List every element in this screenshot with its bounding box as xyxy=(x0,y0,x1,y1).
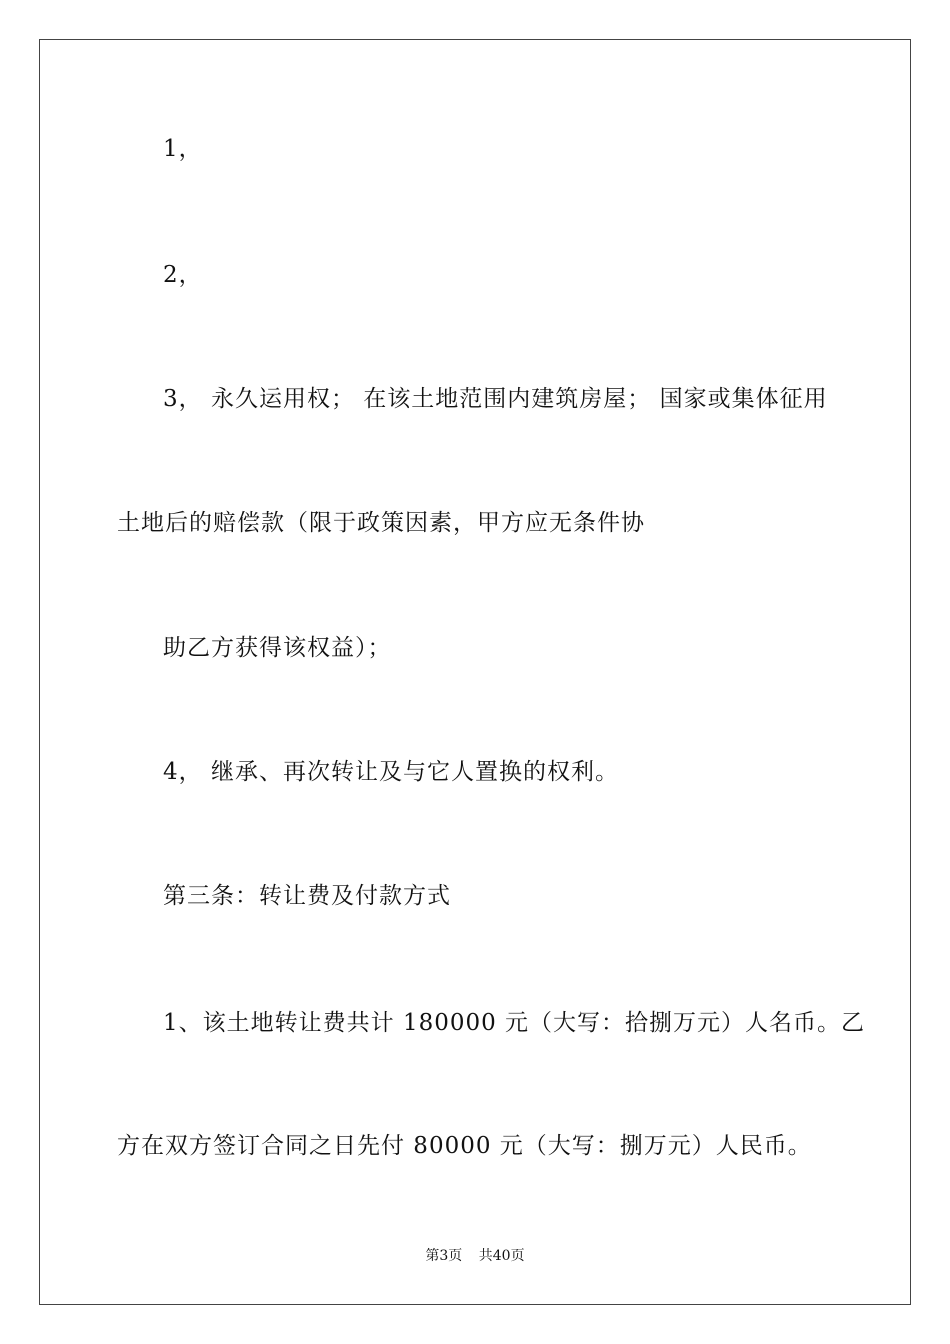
list-item-2: 2， xyxy=(163,262,203,288)
page-total: 共40页 xyxy=(478,1248,525,1264)
section-heading: 第三条：转让费及付款方式 xyxy=(163,883,451,909)
list-item-3-end: 助乙方获得该权益）； xyxy=(163,635,392,661)
list-item-3-continued: 土地后的赔偿款（限于政策因素，甲方应无条件协 xyxy=(117,510,645,536)
page-footer xyxy=(0,1246,950,1266)
list-item-1: 1， xyxy=(163,136,203,162)
payment-clause-1-continued: 方在双方签订合同之日先付 80000 元（大写：捌万元）人民币。 xyxy=(117,1133,812,1159)
page-border xyxy=(39,39,911,1305)
payment-clause-1: 1、该土地转让费共计 180000 元（大写：拾捌万元）人名币。乙 xyxy=(163,1010,866,1036)
list-item-3: 3， 永久运用权； 在该土地范围内建筑房屋； 国家或集体征用 xyxy=(163,386,828,412)
list-item-4: 4， 继承、再次转让及与它人置换的权利。 xyxy=(163,759,619,785)
page-number: 第3页 xyxy=(425,1248,463,1264)
